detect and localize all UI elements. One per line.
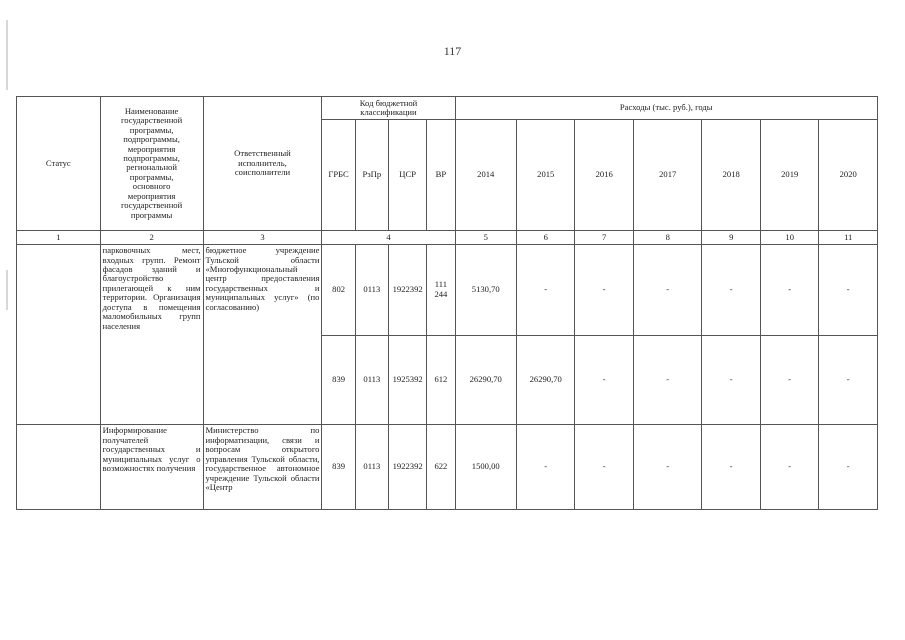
row-status (17, 245, 101, 425)
column-number: 3 (203, 230, 322, 244)
row-value-2020: - (819, 335, 878, 425)
row-value-2017: - (633, 245, 702, 336)
row-name: Информирование получателей государственных и муниципальных услуг о возможностях получения (100, 425, 203, 510)
column-number: 8 (633, 230, 702, 244)
row-value-2020: - (819, 245, 878, 336)
table-row (17, 425, 878, 510)
row-csr: 1922392 (388, 245, 426, 336)
row-value-2017: - (633, 425, 702, 510)
row-csr: 1925392 (388, 335, 426, 425)
header-year-2017: 2017 (633, 120, 702, 231)
row-grbs: 839 (322, 335, 355, 425)
header-year-2020: 2020 (819, 120, 878, 231)
row-value-2016: - (575, 245, 633, 336)
header-year-2014: 2014 (455, 120, 517, 231)
header-expenses: Расходы (тыс. руб.), годы (455, 97, 878, 120)
column-number: 10 (760, 230, 818, 244)
row-vr: 622 (427, 425, 455, 510)
header-name: Наименование государственной программы, подпрограммы, мероприятия подпрограммы, региональной программы, основного мероприятия государственной программы (100, 97, 203, 231)
budget-table (16, 96, 878, 510)
row-value-2015: - (517, 425, 575, 510)
column-number: 5 (455, 230, 517, 244)
row-grbs: 802 (322, 245, 355, 336)
header-status: Статус (17, 97, 101, 231)
column-number: 6 (517, 230, 575, 244)
header-code-vr: ВР (427, 120, 455, 231)
page-number: 117 (443, 44, 462, 58)
header-year-2019: 2019 (760, 120, 818, 231)
table-row (17, 245, 878, 336)
row-value-2014: 26290,70 (455, 335, 517, 425)
row-executor: бюджетное учреждение Тульской области «Многофункциональный центр предоставления государственных и муниципальных услуг» (по согласованию) (203, 245, 322, 425)
column-number: 1 (17, 230, 101, 244)
row-value-2018: - (702, 245, 760, 336)
row-rzpr: 0113 (355, 335, 388, 425)
header-code-csr: ЦСР (388, 120, 426, 231)
row-value-2018: - (702, 425, 760, 510)
row-value-2020: - (819, 425, 878, 510)
row-value-2015: 26290,70 (517, 335, 575, 425)
column-number: 7 (575, 230, 633, 244)
header-code-grbs: ГРБС (322, 120, 355, 231)
row-grbs: 839 (322, 425, 355, 510)
row-csr: 1922392 (388, 425, 426, 510)
row-vr: 612 (427, 335, 455, 425)
row-value-2018: - (702, 335, 760, 425)
row-value-2016: - (575, 425, 633, 510)
column-number: 11 (819, 230, 878, 244)
row-value-2014: 1500,00 (455, 425, 517, 510)
column-number: 9 (702, 230, 760, 244)
header-year-2015: 2015 (517, 120, 575, 231)
header-year-2018: 2018 (702, 120, 760, 231)
column-number: 2 (100, 230, 203, 244)
scan-margin-mark (6, 270, 8, 310)
row-rzpr: 0113 (355, 245, 388, 336)
header-year-2016: 2016 (575, 120, 633, 231)
column-number: 4 (322, 230, 455, 244)
row-value-2017: - (633, 335, 702, 425)
row-name: парковочных мест, входных групп. Ремонт фасадов зданий и благоустройство прилегающей к ним территории. Организация доступа в помещения маломобильных групп населения (100, 245, 203, 425)
header-code-rzpr: РзПр (355, 120, 388, 231)
row-value-2014: 5130,70 (455, 245, 517, 336)
row-value-2016: - (575, 335, 633, 425)
row-value-2019: - (760, 335, 818, 425)
row-status (17, 425, 101, 510)
row-value-2015: - (517, 245, 575, 336)
row-rzpr: 0113 (355, 425, 388, 510)
row-executor: Министерство по информатизации, связи и вопросам открытого управления Тульской области, государственное автономное учреждение Тульской области «Центр (203, 425, 322, 510)
header-executor: Ответственный исполнитель, соисполнители (203, 97, 322, 231)
row-value-2019: - (760, 425, 818, 510)
row-value-2019: - (760, 245, 818, 336)
header-budget-code: Код бюджетной классификации (322, 97, 455, 120)
header-row-top (17, 97, 878, 120)
row-vr: 111 244 (427, 245, 455, 336)
column-number-row (17, 230, 878, 244)
